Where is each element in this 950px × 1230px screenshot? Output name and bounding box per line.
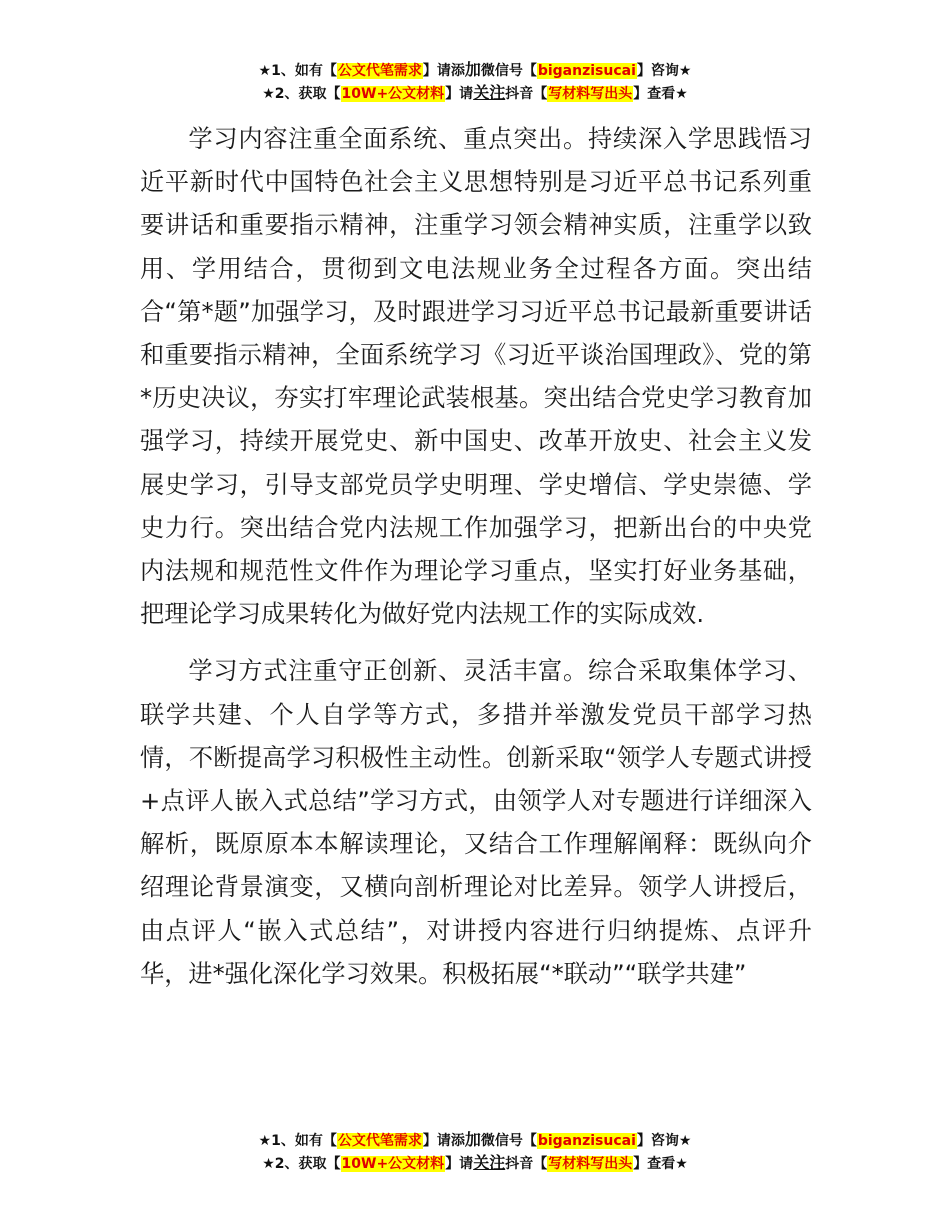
highlight-materials: 10W+公文材料: [341, 1156, 445, 1172]
highlight-ghostwriting: 公文代笔需求: [337, 63, 422, 79]
header-banner: [0, 59, 950, 105]
footer-banner: [0, 1129, 950, 1175]
banner-text: 】查看★: [633, 86, 688, 102]
banner-line-2: [0, 1152, 950, 1175]
banner-emphasis: 加: [464, 60, 481, 79]
banner-text: 微信号【: [480, 1133, 537, 1149]
highlight-wechat-id: biganzisucai: [537, 1133, 636, 1149]
banner-emphasis: 关注: [473, 83, 506, 102]
banner-text: 抖音【: [505, 1156, 548, 1172]
banner-text: 】查看★: [633, 1156, 688, 1172]
banner-text: ★1、如有【: [258, 1133, 337, 1149]
highlight-douyin-account: 写材料写出头: [548, 86, 633, 102]
banner-text: ★2、获取【: [262, 86, 341, 102]
banner-text: 】请添: [422, 1133, 465, 1149]
banner-text: 抖音【: [505, 86, 548, 102]
highlight-douyin-account: 写材料写出头: [548, 1156, 633, 1172]
banner-text: 微信号【: [480, 63, 537, 79]
banner-text: 】请: [445, 86, 474, 102]
banner-text: 】咨询★: [636, 1133, 692, 1149]
banner-line-1: [0, 59, 950, 82]
banner-text: ★2、获取【: [262, 1156, 341, 1172]
banner-emphasis: 加: [464, 1130, 481, 1149]
banner-text: 】咨询★: [636, 63, 692, 79]
banner-text: 】请: [445, 1156, 474, 1172]
banner-line-2: [0, 82, 950, 105]
banner-text: 】请添: [422, 63, 465, 79]
banner-line-1: [0, 1129, 950, 1152]
document-body: [140, 118, 812, 996]
banner-text: ★1、如有【: [258, 63, 337, 79]
paragraph-study-content: 学习内容注重全面系统、重点突出。持续深入学思践悟习近平新时代中国特色社会主义思想特别是习近平总书记系列重要讲话和重要指示精神，注重学习领会精神实质，注重学以致用、学用结合，贯彻到文电法规业务全过程各方面。突出结合“第*题”加强学习，及时跟进学习习近平总书记最新重要讲话和重要指示精神，全面系统学习《习近平谈治国理政》、党的第*历史决议，夯实打牢理论武装根基。突出结合党史学习教育加强学习，持续开展党史、新中国史、改革开放史、社会主义发展史学习，引导支部党员学史明理、学史增信、学史崇德、学史力行。突出结合党内法规工作加强学习，把新出台的中央党内法规和规范性文件作为理论学习重点，坚实打好业务基础，把理论学习成果转化为做好党内法规工作的实际成效.: [140, 125, 812, 629]
highlight-materials: 10W+公文材料: [341, 86, 445, 102]
highlight-wechat-id: biganzisucai: [537, 63, 636, 79]
banner-emphasis: 关注: [473, 1153, 506, 1172]
paragraph-study-method: 学习方式注重守正创新、灵活丰富。综合采取集体学习、联学共建、个人自学等方式，多措并举激发党员干部学习热情，不断提高学习积极性主动性。创新采取“领学人专题式讲授+点评人嵌入式总结”学习方式，由领学人对专题进行详细深入解析，既原原本本解读理论，又结合工作理解阐释：既纵向介绍理论背景演变，又横向剖析理论对比差异。领学人讲授后，由点评人“嵌入式总结”，对讲授内容进行归纳提炼、点评升华，进*强化深化学习效果。积极拓展“*联动”“联学共建”: [140, 657, 812, 988]
highlight-ghostwriting: 公文代笔需求: [337, 1133, 422, 1149]
